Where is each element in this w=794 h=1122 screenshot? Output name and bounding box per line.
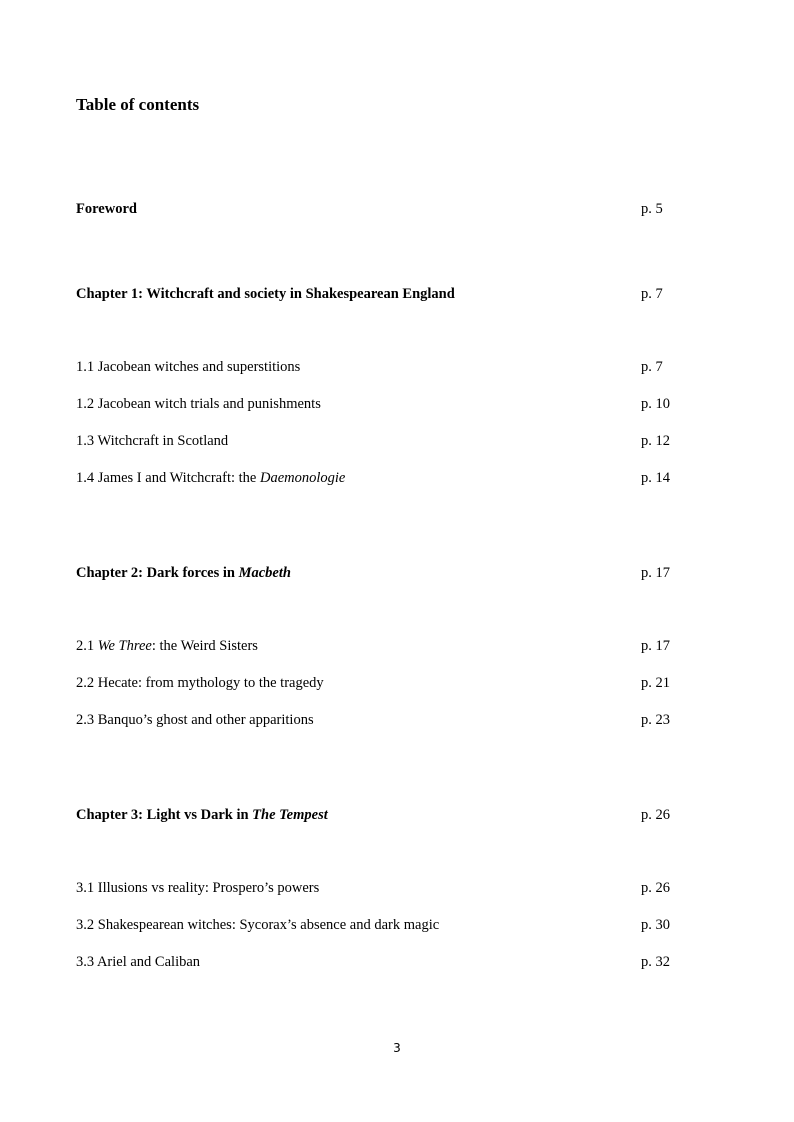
toc-entry-page: p. 12: [641, 433, 670, 449]
toc-entry-label-italic: Macbeth: [238, 565, 291, 581]
toc-entry-label: 1.1 Jacobean witches and superstitions: [76, 359, 301, 375]
toc-entry-label: [76, 804, 328, 826]
toc-entry-label-number: 2.1: [76, 638, 98, 654]
toc-entry-section-1-4: [76, 467, 696, 489]
toc-entry-label-text: : the Weird Sisters: [151, 638, 258, 654]
toc-entry-section-3-2: [76, 914, 696, 936]
toc-entry-label: Chapter 1: Witchcraft and society in Shakespearean England: [76, 286, 455, 302]
toc-entry-label: 2.2 Hecate: from mythology to the tragedy: [76, 675, 324, 691]
toc-entry-label-text: Chapter 2: Dark forces in: [76, 565, 239, 581]
toc-entry-page: p. 26: [641, 880, 670, 896]
toc-entry-chapter-2: [76, 562, 696, 584]
page-number: 3: [393, 1041, 401, 1055]
toc-entry-page: p. 7: [641, 359, 663, 375]
toc-entry-section-2-1: [76, 635, 696, 657]
toc-entry-page: p. 14: [641, 470, 670, 486]
toc-entry-label: 1.2 Jacobean witch trials and punishments: [76, 396, 321, 412]
toc-entry-label-italic: Daemonologie: [259, 470, 346, 486]
toc-entry-label: [76, 467, 345, 489]
toc-entry-label: [76, 635, 258, 657]
toc-entry-page: p. 17: [641, 638, 670, 654]
toc-entry-label: Foreword: [76, 201, 137, 217]
toc-entry-section-3-3: [76, 951, 696, 973]
toc-entry-page: p. 32: [641, 954, 670, 970]
toc-entry-section-1-2: [76, 393, 696, 415]
toc-entry-section-2-3: [76, 709, 696, 731]
toc-entry-label: 2.3 Banquo’s ghost and other apparitions: [76, 712, 314, 728]
toc-entry-chapter-3: [76, 804, 696, 826]
toc-entry-page: p. 26: [641, 807, 670, 823]
toc-entry-section-1-3: [76, 430, 696, 452]
toc-entry-label: 1.3 Witchcraft in Scotland: [76, 433, 229, 449]
toc-entry-page: p. 5: [641, 201, 663, 217]
toc-entry-section-1-1: [76, 356, 696, 378]
toc-entry-page: p. 21: [641, 675, 670, 691]
toc-entry-page: p. 30: [641, 917, 670, 933]
toc-entry-page: p. 7: [641, 286, 663, 302]
toc-entry-label-text: 1.4 James I and Witchcraft: the: [76, 470, 260, 486]
toc-entry-label-italic: We Three: [97, 638, 152, 654]
toc-entry-foreword: [76, 198, 696, 220]
toc-entry-page: p. 17: [641, 565, 670, 581]
toc-entry-page: p. 10: [641, 396, 670, 412]
toc-entry-section-2-2: [76, 672, 696, 694]
toc-entry-label: 3.2 Shakespearean witches: Sycorax’s absence and dark magic: [76, 917, 440, 933]
toc-entry-chapter-1: [76, 283, 696, 305]
page-title: Table of contents: [76, 95, 200, 114]
toc-entry-page: p. 23: [641, 712, 670, 728]
toc-entry-label-text: Chapter 3: Light vs Dark in: [76, 807, 253, 823]
toc-entry-label: [76, 562, 291, 584]
toc-entry-label: 3.1 Illusions vs reality: Prospero’s powers: [76, 880, 320, 896]
toc-entry-label-italic: The Tempest: [252, 807, 328, 823]
toc-entry-section-3-1: [76, 877, 696, 899]
toc-entry-label: 3.3 Ariel and Caliban: [76, 954, 201, 970]
